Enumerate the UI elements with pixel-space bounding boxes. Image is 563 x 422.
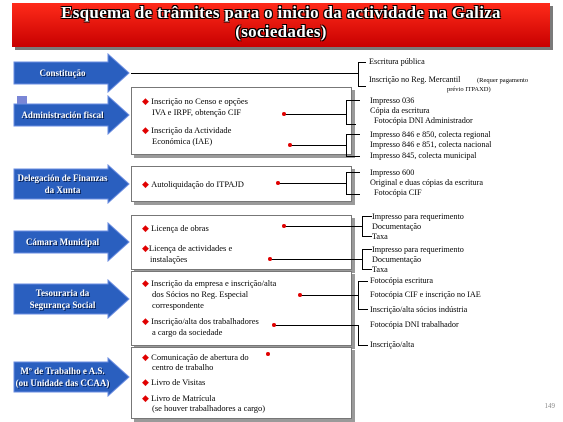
list-item-cont: IVA e IRPF, obtenção CIF [152,107,242,117]
requirement-text: Documentação [372,222,422,231]
list-item-cont: Económica (IAE) [152,136,213,146]
connector-line [346,194,360,195]
list-item-cont: centro de trabalho [152,362,214,372]
requirement-text: Fotocópia CIF [374,188,422,197]
connector-line [362,269,372,270]
arrow-delegacion-finanzas [12,164,130,204]
list-item-cont: dos Sócios no Reg. Especial [152,289,249,299]
bullet-icon: ◆ [142,278,152,288]
bullet-icon: ◆ [142,316,152,326]
requirement-text: Impresso para requerimento [372,245,464,254]
box-camara [131,215,352,270]
connector-line [362,236,372,237]
bullet-icon: ◆ [142,223,152,233]
requirement-text: Documentação [372,255,422,264]
connector-dot [276,181,280,185]
item-text: Licença de obras [151,223,209,233]
requirement-text: Fotocópia CIF e inscrição no IAE [370,290,481,299]
connector-dot [298,293,302,297]
connector-line [284,226,362,227]
connector-line [358,281,368,282]
bullet-icon: ◆ [142,179,152,189]
connector-line [362,216,363,236]
arrow-label: Cámara Municipal [25,237,100,247]
arrow-label: Constitução [39,68,86,78]
requirement-text: Impresso 036 [370,96,415,105]
connector-line [358,62,359,86]
title-line-1: Esquema de trâmites para o inicio da actividade na Galiza [61,3,501,22]
connector-line [270,259,362,260]
arrow-constitucao [12,53,130,93]
list-item: ◆ Comunicação de abertura do [142,352,249,362]
item-text: Autoliquidação do ITPAJD [151,179,244,189]
arrow-ministerio-trabalho [12,357,130,397]
list-item: ◆ Inscrição/alta dos trabalhadores [142,316,259,326]
connector-line [362,216,372,217]
requirement-text: Fotocópia DNI Administrador [374,116,473,125]
list-item-cont: a cargo da sociedade [152,327,223,337]
connector-line [358,86,366,87]
arrow-label: Administración fiscal [21,110,104,120]
requirement-text: Impresso 846 e 851, colecta nacional [370,140,492,149]
connector-line [346,134,360,135]
connector-line [274,325,358,326]
connector-dot [288,143,292,147]
list-item-cont: (se houver trabalhadores a cargo) [152,403,266,413]
bullet-icon: ◆ [142,393,152,403]
requirement-text: Impresso 600 [370,168,415,177]
requirement-note: prévio ITPAXD) [447,86,491,93]
item-text: Livro de Visitas [151,377,206,387]
connector-line [346,156,360,157]
connector-dot [282,224,286,228]
connector-line [358,345,368,346]
list-item-cont: correspondente [152,300,204,310]
connector-line [346,134,347,156]
list-item [142,179,244,189]
page-number: 149 [544,402,555,410]
connector-line [131,73,358,74]
requirement-text: Inscrição/alta sócios indústria [370,305,468,314]
arrow-label: Tesouraria da Segurança Social [29,288,96,310]
list-item [142,377,205,387]
connector-line [346,100,347,124]
requirement-text: Cópia da escritura [370,106,430,115]
title-banner [12,3,550,47]
bullet-icon: ◆ [142,125,152,135]
requirement-text: Inscrição no Reg. Mercantil [369,75,461,84]
requirement-text: Escritura pública [369,57,425,66]
connector-dot [282,112,286,116]
requirement-text: Taxa [372,232,388,241]
box-seguranca [131,271,352,346]
bullet-icon: ◆ [142,243,149,253]
list-item-cont: instalações [150,254,188,264]
connector-line [346,172,347,194]
requirement-text: Fotocópia escritura [370,276,433,285]
connector-line [300,295,358,296]
connector-line [358,62,366,63]
list-item: ◆Licença de actividades e [142,243,233,253]
connector-line [290,145,346,146]
connector-dot [268,257,272,261]
connector-line [362,249,372,250]
connector-line [346,100,360,101]
requirement-text: Fotocópia DNI trabalhador [370,320,459,329]
arrow-label: Delegación de Finanzas da Xunta [17,173,108,195]
connector-dot [272,323,276,327]
connector-dot [266,352,270,356]
requirement-text: Taxa [372,265,388,274]
bullet-icon: ◆ [142,352,152,362]
connector-line [346,172,360,173]
list-item: ◆ Inscrição da empresa e inscrição/alta [142,278,277,288]
requirement-text: Impresso 846 e 850, colecta regional [370,130,491,139]
arrow-camara-municipal [12,222,130,262]
connector-line [358,309,368,310]
list-item: ◆ Inscrição da Actividade [142,125,232,135]
requirement-text: Original e duas cópias da escritura [370,178,483,187]
requirement-text: Impresso 845, colecta municipal [370,151,477,160]
list-item: ◆ Livro de Matrícula [142,393,216,403]
arrow-tesouraria [12,279,130,319]
requirement-text: Inscrição/alta [370,340,415,349]
box-trabalho [131,347,352,419]
connector-line [284,114,346,115]
connector-line [358,281,359,309]
arrow-label: Mº de Trabalho e A.S. (ou Unidade das CCAA) [15,366,110,388]
title-line-2: (sociedades) [235,22,327,41]
connector-line [278,183,346,184]
list-item: ◆ Inscrição no Censo e opções [142,96,248,106]
box-finanzas [131,166,352,202]
connector-line [346,124,356,125]
list-item [142,223,209,233]
requirement-text: Impresso para requerimento [372,212,464,221]
connector-line [362,249,363,269]
requirement-note: (Requer pagamento [477,77,529,84]
connector-line [358,325,359,345]
bullet-icon: ◆ [142,377,152,387]
bullet-icon: ◆ [142,96,152,106]
arrow-administracion-fiscal [12,95,130,135]
